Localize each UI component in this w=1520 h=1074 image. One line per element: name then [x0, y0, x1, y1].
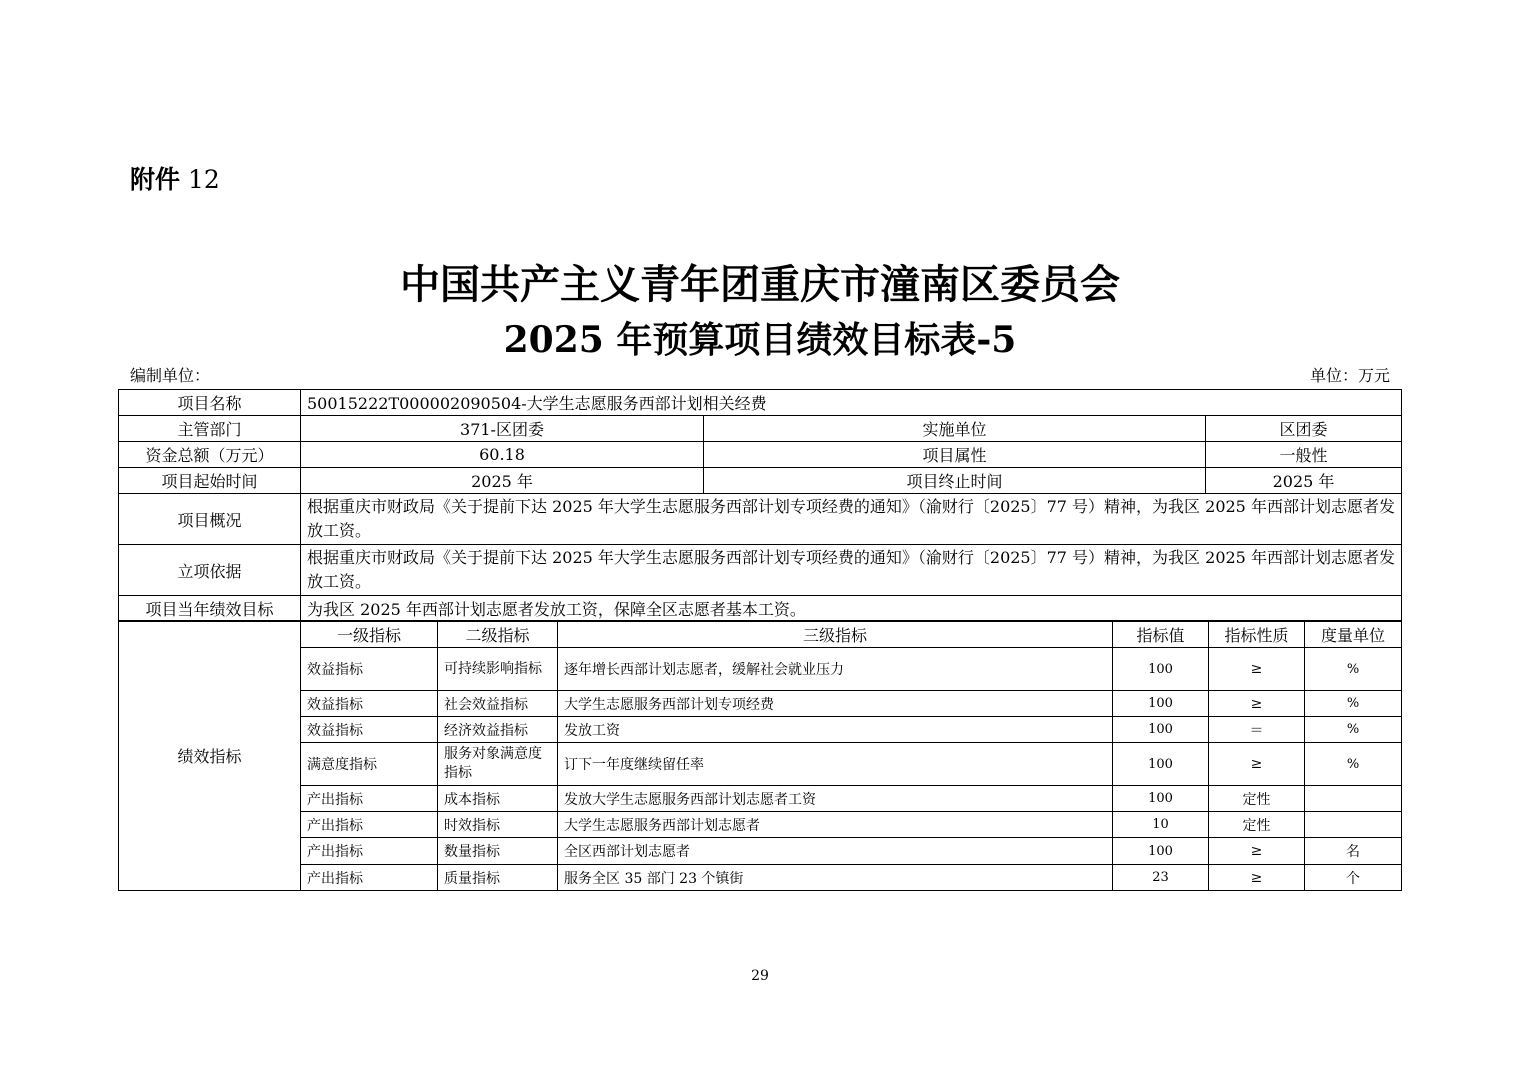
level2-cell: 经济效益指标	[438, 717, 558, 743]
level1-cell: 产出指标	[301, 812, 438, 838]
nature-cell: ≥	[1209, 865, 1305, 891]
value-cell: 100	[1113, 743, 1209, 786]
level3-cell: 大学生志愿服务西部计划专项经费	[558, 691, 1113, 717]
value-cell: 100	[1113, 648, 1209, 691]
currency-unit-label: 单位：万元	[1309, 366, 1390, 385]
level1-cell: 效益指标	[301, 717, 438, 743]
header-level2: 二级指标	[438, 621, 558, 648]
goal-label: 项目当年绩效目标	[119, 596, 301, 622]
row-period	[119, 468, 1402, 494]
level1-cell: 效益指标	[301, 691, 438, 717]
page-number: 29	[751, 968, 769, 984]
row-project-name	[119, 390, 1402, 416]
table-row	[119, 786, 1402, 812]
level2-cell: 时效指标	[438, 812, 558, 838]
project-name-value: 50015222T000002090504-大学生志愿服务西部计划相关经费	[301, 390, 1402, 416]
attribute-value: 一般性	[1206, 442, 1402, 468]
level2-cell: 成本指标	[438, 786, 558, 812]
level1-cell: 产出指标	[301, 865, 438, 891]
compiling-unit-label: 编制单位：	[130, 366, 211, 385]
performance-indicators-label: 绩效指标	[119, 621, 301, 891]
header-nature: 指标性质	[1209, 621, 1305, 648]
value-cell: 100	[1113, 786, 1209, 812]
row-department	[119, 416, 1402, 442]
nature-cell: 定性	[1209, 812, 1305, 838]
level1-cell: 产出指标	[301, 838, 438, 865]
overview-value: 根据重庆市财政局《关于提前下达 2025 年大学生志愿服务西部计划专项经费的通知》（渝财行〔2025〕77 号）精神，为我区 2025 年西部计划志愿者发放工资。	[301, 494, 1402, 545]
level2-cell: 社会效益指标	[438, 691, 558, 717]
unit-cell	[1305, 812, 1402, 838]
table-row	[119, 717, 1402, 743]
row-goal	[119, 596, 1402, 622]
department-label: 主管部门	[119, 416, 301, 442]
implementer-value: 区团委	[1206, 416, 1402, 442]
goal-value: 为我区 2025 年西部计划志愿者发放工资，保障全区志愿者基本工资。	[301, 596, 1402, 622]
start-time-label: 项目起始时间	[119, 468, 301, 494]
document-title: 中国共产主义青年团重庆市潼南区委员会	[400, 261, 1120, 308]
unit-cell: %	[1305, 743, 1402, 786]
level1-cell: 效益指标	[301, 648, 438, 691]
implementer-label: 实施单位	[704, 416, 1206, 442]
level3-cell: 发放大学生志愿服务西部计划志愿者工资	[558, 786, 1113, 812]
level3-cell: 发放工资	[558, 717, 1113, 743]
unit-cell: %	[1305, 691, 1402, 717]
level3-cell: 全区西部计划志愿者	[558, 838, 1113, 865]
header-unit: 度量单位	[1305, 621, 1402, 648]
unit-cell: %	[1305, 717, 1402, 743]
attachment-prefix: 附件	[130, 165, 181, 194]
level3-cell: 订下一年度继续留任率	[558, 743, 1113, 786]
value-cell: 10	[1113, 812, 1209, 838]
overview-label: 项目概况	[119, 494, 301, 545]
level2-cell: 服务对象满意度指标	[438, 743, 558, 786]
table-row	[119, 838, 1402, 865]
performance-table	[118, 620, 1402, 891]
attachment-label	[130, 163, 220, 197]
row-fund	[119, 442, 1402, 468]
header-level1: 一级指标	[301, 621, 438, 648]
basis-value: 根据重庆市财政局《关于提前下达 2025 年大学生志愿服务西部计划专项经费的通知》（渝财行〔2025〕77 号）精神，为我区 2025 年西部计划志愿者发放工资。	[301, 545, 1402, 596]
attribute-label: 项目属性	[704, 442, 1206, 468]
unit-cell: 名	[1305, 838, 1402, 865]
table-row	[119, 865, 1402, 891]
project-name-label: 项目名称	[119, 390, 301, 416]
level3-cell: 服务全区 35 部门 23 个镇街	[558, 865, 1113, 891]
level2-cell: 可持续影响指标	[438, 648, 558, 691]
value-cell: 100	[1113, 691, 1209, 717]
perf-header-row	[119, 621, 1402, 648]
nature-cell: ≥	[1209, 648, 1305, 691]
project-info-table	[118, 389, 1402, 622]
basis-label: 立项依据	[119, 545, 301, 596]
fund-label: 资金总额（万元）	[119, 442, 301, 468]
level2-cell: 数量指标	[438, 838, 558, 865]
header-value: 指标值	[1113, 621, 1209, 648]
attachment-number: 12	[187, 165, 220, 194]
nature-cell: 定性	[1209, 786, 1305, 812]
level3-cell: 大学生志愿服务西部计划志愿者	[558, 812, 1113, 838]
unit-cell: 个	[1305, 865, 1402, 891]
value-cell: 100	[1113, 717, 1209, 743]
table-row	[119, 648, 1402, 691]
level3-cell: 逐年增长西部计划志愿者，缓解社会就业压力	[558, 648, 1113, 691]
start-time-value: 2025 年	[301, 468, 704, 494]
end-time-label: 项目终止时间	[704, 468, 1206, 494]
department-value: 371-区团委	[301, 416, 704, 442]
level1-cell: 满意度指标	[301, 743, 438, 786]
table-row	[119, 743, 1402, 786]
fund-value: 60.18	[301, 442, 704, 468]
nature-cell: ≥	[1209, 838, 1305, 865]
table-row	[119, 691, 1402, 717]
unit-cell	[1305, 786, 1402, 812]
end-time-value: 2025 年	[1206, 468, 1402, 494]
row-basis	[119, 545, 1402, 596]
nature-cell: ≥	[1209, 691, 1305, 717]
nature-cell: ≥	[1209, 743, 1305, 786]
value-cell: 23	[1113, 865, 1209, 891]
row-overview	[119, 494, 1402, 545]
nature-cell: ＝	[1209, 717, 1305, 743]
document-subtitle: 2025 年预算项目绩效目标表-5	[503, 319, 1017, 361]
table-row	[119, 812, 1402, 838]
value-cell: 100	[1113, 838, 1209, 865]
level2-cell: 质量指标	[438, 865, 558, 891]
level1-cell: 产出指标	[301, 786, 438, 812]
header-level3: 三级指标	[558, 621, 1113, 648]
unit-cell: %	[1305, 648, 1402, 691]
